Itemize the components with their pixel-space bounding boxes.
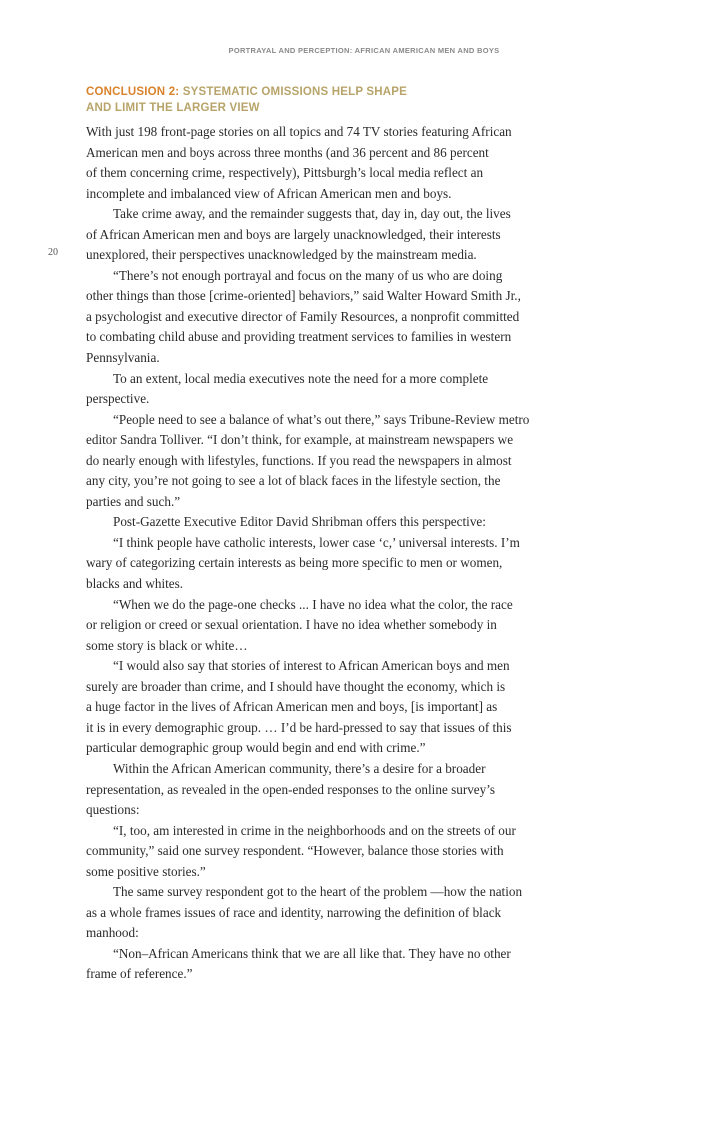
text-line: of them concerning crime, respectively), Pittsburgh’s local media reflect an	[86, 165, 484, 181]
text-line: editor Sandra Tolliver. “I don’t think, for example, at mainstream newspapers we	[86, 432, 514, 448]
paragraph	[86, 410, 552, 513]
text-line: Take crime away, and the remainder suggests that, day in, day out, the lives	[113, 206, 511, 222]
text-line: surely are broader than crime, and I should have thought the economy, which is	[86, 678, 506, 694]
paragraph	[86, 944, 552, 985]
paragraph	[86, 595, 552, 657]
conclusion-heading	[86, 84, 526, 116]
text-line: “Non–African Americans think that we are all like that. They have no other	[113, 945, 511, 961]
text-line: With just 198 front-page stories on all topics and 74 TV stories featuring African	[86, 124, 512, 139]
text-line: any city, you’re not going to see a lot of black faces in the lifestyle section, the	[86, 473, 501, 489]
paragraph	[86, 533, 552, 595]
text-line: of African American men and boys are largely unacknowledged, their interests	[86, 226, 501, 242]
text-line: parties and such.”	[86, 493, 181, 509]
text-line: manhood:	[86, 925, 139, 941]
text-line: to combating child abuse and providing treatment services to families in western	[86, 329, 512, 345]
text-line: “I think people have catholic interests, lower case ‘c,’ universal interests. I’m	[113, 534, 520, 550]
text-line: Pennsylvania.	[86, 350, 160, 366]
text-line: wary of categorizing certain interests as being more specific to men or women,	[86, 555, 503, 571]
text-line: blacks and whites.	[86, 576, 184, 592]
text-line: some positive stories.”	[86, 863, 206, 879]
page-number: 20	[48, 247, 58, 258]
text-line: frame of reference.”	[86, 966, 193, 982]
text-line: American men and boys across three months (and 36 percent and 86 percent	[86, 144, 489, 160]
text-line: or religion or creed or sexual orientation. I have no idea whether somebody in	[86, 617, 497, 633]
text-line: representation, as revealed in the open-ended responses to the online survey’s	[86, 781, 496, 797]
text-line: a psychologist and executive director of Family Resources, a nonprofit committed	[86, 308, 520, 324]
text-line: a huge factor in the lives of African American men and boys, [is important] as	[86, 699, 498, 715]
conclusion-title-line-2: AND LIMIT THE LARGER VIEW	[86, 102, 260, 114]
running-head: PORTRAYAL AND PERCEPTION: AFRICAN AMERICAN MEN AND BOYS	[228, 46, 500, 55]
text-line: Within the African American community, there’s a desire for a broader	[113, 760, 486, 776]
paragraph	[86, 369, 552, 410]
text-line: To an extent, local media executives note the need for a more complete	[113, 370, 489, 386]
text-line: “I, too, am interested in crime in the neighborhoods and on the streets of our	[113, 822, 516, 838]
text-line: other things than those [crime-oriented] behaviors,” said Walter Howard Smith Jr.,	[86, 288, 521, 304]
paragraph	[86, 759, 552, 821]
text-line: do nearly enough with lifestyles, functions. If you read the newspapers in almost	[86, 452, 512, 468]
paragraph	[86, 512, 552, 533]
text-line: some story is black or white…	[86, 637, 248, 653]
text-line: The same survey respondent got to the heart of the problem —how the nation	[113, 884, 523, 900]
paragraph	[86, 882, 552, 944]
text-line: “There’s not enough portrayal and focus on the many of us who are doing	[113, 267, 503, 283]
conclusion-heading-line-1	[86, 84, 526, 100]
paragraph	[86, 122, 552, 204]
text-line: “People need to see a balance of what’s out there,” says Tribune-Review metro	[113, 411, 530, 427]
text-line: perspective.	[86, 391, 150, 407]
text-line: it is in every demographic group. … I’d be hard-pressed to say that issues of this	[86, 719, 512, 735]
text-line: unexplored, their perspectives unacknowledged by the mainstream media.	[86, 247, 477, 263]
conclusion-label: CONCLUSION 2:	[86, 86, 180, 98]
paragraph	[86, 656, 552, 759]
text-line: “I would also say that stories of interest to African American boys and men	[113, 658, 510, 674]
text-line: Post-Gazette Executive Editor David Shribman offers this perspective:	[113, 514, 486, 530]
paragraph	[86, 204, 552, 266]
text-line: questions:	[86, 802, 140, 818]
text-line: as a whole frames issues of race and identity, narrowing the definition of black	[86, 904, 502, 920]
paragraph	[86, 266, 552, 369]
body-text	[86, 122, 552, 985]
text-line: incomplete and imbalanced view of African American men and boys.	[86, 185, 452, 201]
paragraph	[86, 821, 552, 883]
conclusion-title-line-1: SYSTEMATIC OMISSIONS HELP SHAPE	[182, 86, 408, 98]
text-line: community,” said one survey respondent. “However, balance those stories with	[86, 843, 504, 859]
text-line: “When we do the page-one checks ... I have no idea what the color, the race	[113, 596, 513, 612]
text-line: particular demographic group would begin and end with crime.”	[86, 740, 426, 756]
